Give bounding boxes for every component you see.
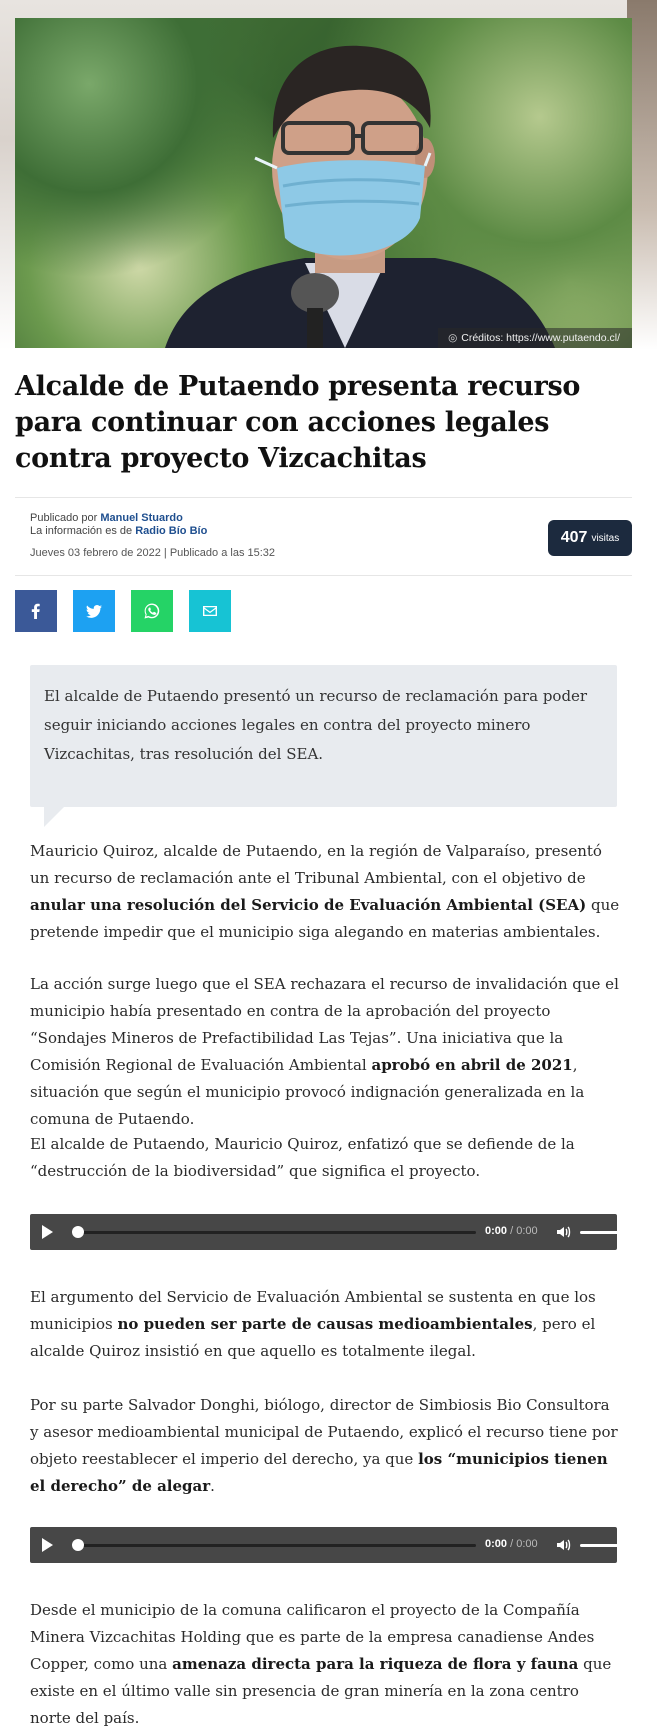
article-paragraph: La acción surge luego que el SEA rechazara el recurso de invalidación que el municipio había presentado en contra de la aprobación del proyecto “Sondajes Mineros de Prefactibilidad Las Tejas”. Una iniciativa que la Comisión Regional de Evaluación Ambiental aprobó en abril de 2021, situación que según el municipio provocó indignación generalizada en la comuna de Putaendo.	[30, 975, 619, 1128]
share-twitter-button[interactable]	[73, 590, 115, 632]
facebook-icon	[28, 603, 44, 619]
publish-date: Jueves 03 febrero de 2022 | Publicado a las 15:32	[30, 547, 276, 559]
article-paragraph: Desde el municipio de la comuna calificaron el proyecto de la Compañía Minera Vizcachitas Holding que es parte de la empresa canadiense Andes Copper, como una amenaza directa para la riqueza de flora y fauna que existe en el último valle sin presencia de gran minería en la zona centro norte del país.	[30, 1601, 612, 1727]
article-lead: El alcalde de Putaendo presentó un recurso de reclamación para poder seguir iniciando acciones legales en contra del proyecto minero Vizcachitas, tras resolución del SEA.	[44, 687, 588, 763]
article-lead-box	[30, 665, 617, 807]
article-paragraph: El argumento del Servicio de Evaluación Ambiental se sustenta en que los municipios no pueden ser parte de causas medioambientales, pero el alcalde Quiroz insistió en que aquello es totalmente ilegal.	[30, 1288, 596, 1360]
audio-time: 0:00 / 0:00	[485, 1225, 538, 1237]
audio-player	[30, 1527, 617, 1563]
share-email-button[interactable]	[189, 590, 231, 632]
article-meta: Publicado por Manuel Stuardo La información es de Radio Bío Bío Jueves 03 febrero de 2022 | Publicado a las 15:32	[30, 512, 276, 559]
email-icon	[202, 603, 218, 619]
twitter-icon	[86, 603, 102, 619]
volume-knob[interactable]	[619, 1539, 631, 1551]
share-whatsapp-button[interactable]	[131, 590, 173, 632]
volume-icon[interactable]	[555, 1224, 571, 1240]
audio-progress-track[interactable]	[78, 1231, 476, 1234]
visits-label: visitas	[591, 532, 620, 544]
audio-player	[30, 1214, 617, 1250]
divider	[15, 497, 632, 498]
play-icon[interactable]	[42, 1225, 53, 1239]
article-paragraph: El alcalde de Putaendo, Mauricio Quiroz, enfatizó que se defiende de la “destrucción de la biodiversidad” que significa el proyecto.	[30, 1135, 575, 1180]
audio-progress-track[interactable]	[78, 1544, 476, 1547]
play-icon[interactable]	[42, 1538, 53, 1552]
volume-knob[interactable]	[619, 1226, 631, 1238]
author-link[interactable]: Manuel Stuardo	[100, 512, 183, 524]
hero-photo-person	[15, 18, 632, 348]
source-link[interactable]: Radio Bío Bío	[135, 525, 208, 537]
whatsapp-icon	[144, 603, 160, 619]
volume-icon[interactable]	[555, 1537, 571, 1553]
hero-image	[15, 18, 632, 348]
article-paragraph: Por su parte Salvador Donghi, biólogo, director de Simbiosis Bio Consultora y asesor medioambiental municipal de Putaendo, explicó el recurso tiene por objeto reestablecer el imperio del derecho, ya que los “municipios tienen el derecho” de alegar.	[30, 1396, 618, 1495]
article-title: Alcalde de Putaendo presenta recurso para continuar con acciones legales contra proyecto Vizcachitas	[15, 371, 581, 474]
article-paragraph: Mauricio Quiroz, alcalde de Putaendo, en la región de Valparaíso, presentó un recurso de reclamación ante el Tribunal Ambiental, con el objetivo de anular una resolución del Servicio de Evaluación Ambiental (SEA) que pretende impedir que el municipio siga alegando en materias ambientales.	[30, 842, 620, 941]
divider	[15, 575, 632, 576]
audio-progress-knob[interactable]	[72, 1539, 84, 1551]
audio-progress-knob[interactable]	[72, 1226, 84, 1238]
visits-count: 407	[560, 529, 588, 546]
visits-badge	[548, 520, 632, 556]
audio-time: 0:00 / 0:00	[485, 1538, 538, 1550]
photo-credit: ◎ Créditos: https://www.putaendo.cl/	[438, 328, 632, 348]
camera-icon: ◎	[448, 332, 458, 344]
share-facebook-button[interactable]	[15, 590, 57, 632]
